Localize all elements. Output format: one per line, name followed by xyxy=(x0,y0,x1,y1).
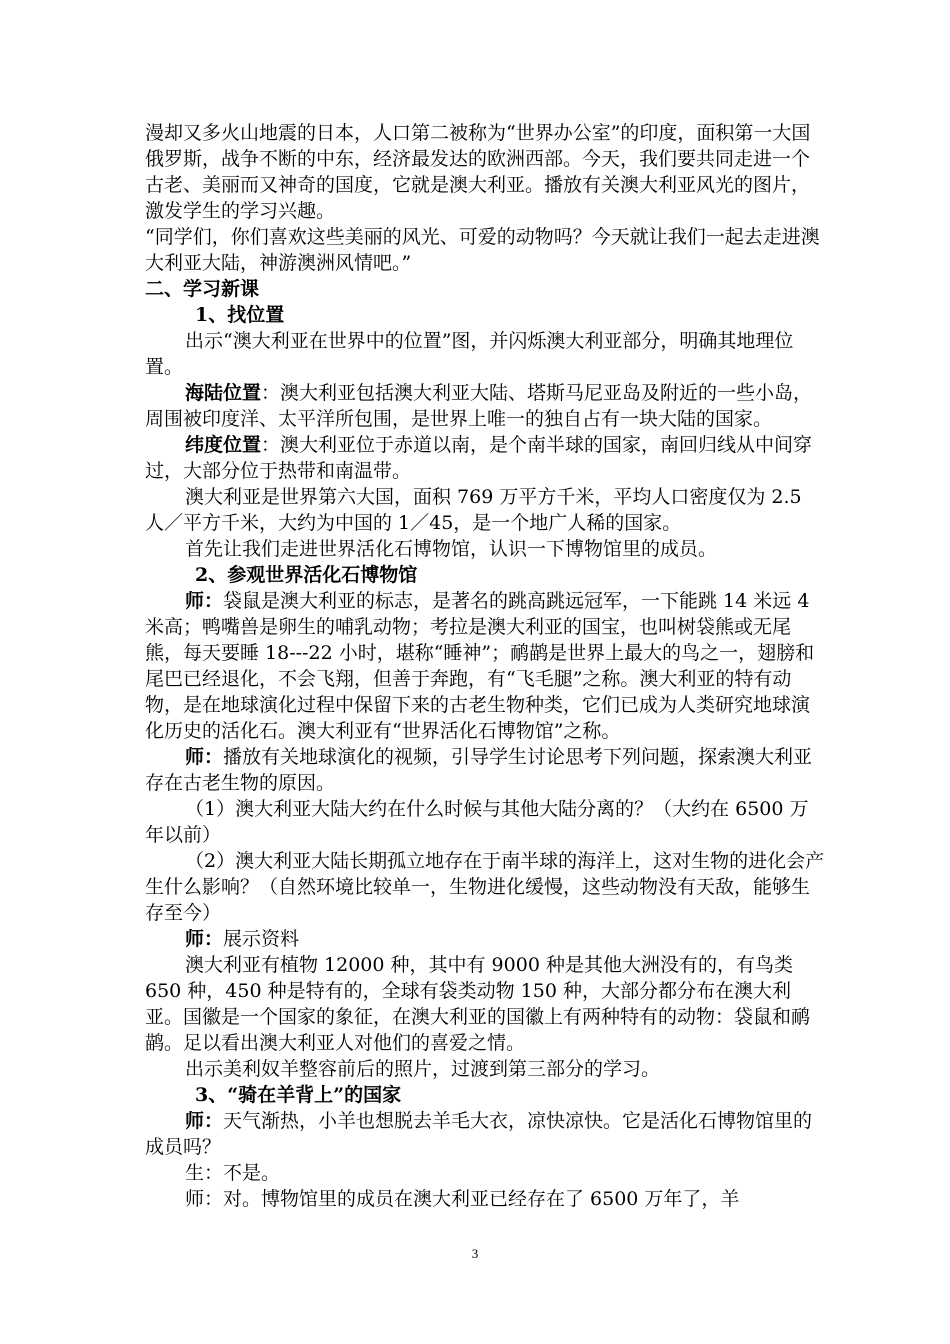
label-latitude: 纬度位置 xyxy=(185,434,262,456)
label-teacher: 师： xyxy=(185,590,224,612)
label-teacher: 师： xyxy=(185,928,224,950)
paragraph-sheep-question xyxy=(145,1108,825,1160)
label-teacher: 师： xyxy=(185,1110,224,1132)
paragraph-intro: 漫却又多火山地震的日本，人口第二被称为“世界办公室”的印度，面积第一大国俄罗斯，战争不断的中东，经济最发达的欧洲西部。今天，我们要共同走进一个古老、美丽而又神奇的国度，它就是澳大利亚。播放有关澳大利亚风光的图片，激发学生的学习兴趣。 xyxy=(145,122,811,222)
paragraph-student-answer: 生：不是。 xyxy=(185,1162,281,1184)
paragraph-museum-intro: 首先让我们走进世界活化石博物馆，认识一下博物馆里的成员。 xyxy=(185,538,718,560)
label-sea-land: 海陆位置 xyxy=(185,382,262,404)
paragraph-map: 出示“澳大利亚在世界中的位置”图，并闪烁澳大利亚部分，明确其地理位置。 xyxy=(145,330,794,378)
paragraph-question-1: （1）澳大利亚大陆大约在什么时候与其他大陆分离的？（大约在 6500 万年以前） xyxy=(145,798,809,846)
text-animals: 袋鼠是澳大利亚的标志，是著名的跳高跳远冠军，一下能跳 14 米远 4 米高；鸭嘴兽是卵生的哺乳动物；考拉是澳大利亚的国宝，也叫树袋熊或无尾熊，每天要睡 18---22 小时，堪称“睡神”；鸸鹋是世界上最大的鸟之一，翅膀和尾巴已经退化，不会飞翔，但善于奔跑，有“飞毛腿”之称。澳大利亚的特有动物，是在地球演化过程中保留下来的古老生物种类，它们已成为人类研究地球演化历史的活化石。澳大利亚有“世界活化石博物馆”之称。 xyxy=(145,590,815,742)
paragraph-merino: 出示美利奴羊整容前后的照片，过渡到第三部分的学习。 xyxy=(185,1058,661,1080)
paragraph-species: 澳大利亚有植物 12000 种，其中有 9000 种是其他大洲没有的，有鸟类 650 种，450 种是特有的，全球有袋类动物 150 种，大部分都分布在澳大利亚。国徽是一个国家的象征，在澳大利亚的国徽上有两种特有的动物：袋鼠和鸸鹋。足以看出澳大利亚人对他们的喜爱之情。 xyxy=(145,954,811,1054)
document-body xyxy=(145,120,825,1212)
label-teacher: 师： xyxy=(185,746,224,768)
paragraph-area: 澳大利亚是世界第六大国，面积 769 万平方千米，平均人口密度仅为 2.5 人／平方千米，大约为中国的 1／45，是一个地广人稀的国家。 xyxy=(145,486,802,534)
page-number: 3 xyxy=(471,1246,479,1261)
text-sea-land: ：澳大利亚包括澳大利亚大陆、塔斯马尼亚岛及附近的一些小岛，周围被印度洋、太平洋所包围，是世界上唯一的独自占有一块大陆的国家。 xyxy=(145,382,813,430)
text-materials: 展示资料 xyxy=(223,928,300,950)
paragraph-animals xyxy=(145,588,825,744)
text-latitude: ：澳大利亚位于赤道以南，是个南半球的国家，南回归线从中间穿过，大部分位于热带和南温带。 xyxy=(145,434,813,482)
text-video: 播放有关地球演化的视频，引导学生讨论思考下列问题，探索澳大利亚存在古老生物的原因。 xyxy=(145,746,813,794)
section-heading: 二、学习新课 xyxy=(145,278,260,300)
paragraph-question-2: （2）澳大利亚大陆长期孤立地存在于南半球的海洋上，这对生物的进化会产生什么影响？（自然环境比较单一，生物进化缓慢，这些动物没有天敌，能够生存至今） xyxy=(145,850,825,924)
subsection-heading-location: 1、找位置 xyxy=(195,304,285,326)
text-sheep-question: 天气渐热，小羊也想脱去羊毛大衣，凉快凉快。它是活化石博物馆里的成员吗？ xyxy=(145,1110,813,1158)
subsection-heading-sheep: 3、“骑在羊背上”的国家 xyxy=(195,1084,402,1106)
paragraph-teacher-reply: 师：对。博物馆里的成员在澳大利亚已经存在了 6500 万年了，羊 xyxy=(185,1188,740,1210)
paragraph-sea-land xyxy=(145,380,825,432)
paragraph-materials xyxy=(145,926,825,952)
paragraph-latitude xyxy=(145,432,825,484)
paragraph-quote: “同学们，你们喜欢这些美丽的风光、可爱的动物吗？今天就让我们一起去走进澳大利亚大陆，神游澳洲风情吧。” xyxy=(145,226,820,274)
subsection-heading-museum: 2、参观世界活化石博物馆 xyxy=(195,564,418,586)
paragraph-video xyxy=(145,744,825,796)
